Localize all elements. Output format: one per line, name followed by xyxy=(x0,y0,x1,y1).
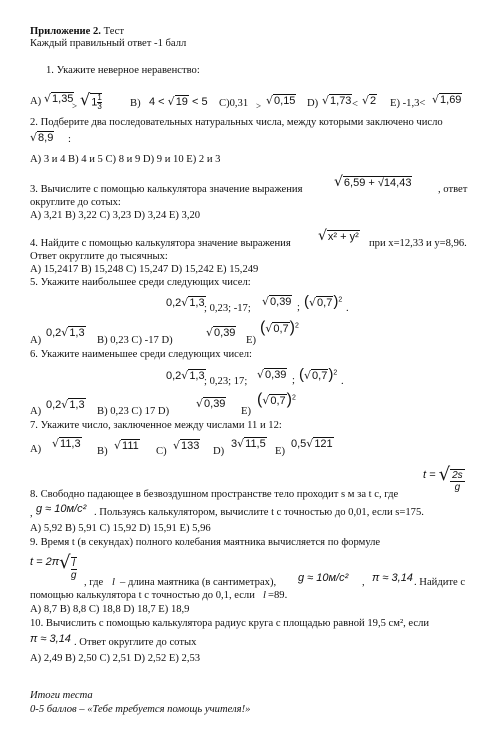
q6-answer-a-label: А) xyxy=(30,406,42,417)
q9-line2-l: l xyxy=(112,577,115,588)
q5-text: 5. Укажите наибольшее среди следующих чисел: xyxy=(30,277,251,288)
q1-answer-a: √1,35 xyxy=(44,92,74,105)
q8-formula: t = √ $\frac{2s}{g}$ xyxy=(423,464,463,493)
q5-answer-a: 0,2√1,3 xyxy=(46,326,85,339)
q5-e-root: 0,7 xyxy=(273,323,289,335)
q7-answer-e: 0,5√121 xyxy=(291,437,333,450)
q5-list-d-root: 0,7 xyxy=(317,297,333,309)
q9-line2-a: , где xyxy=(84,577,104,588)
q4-root: x² + y² xyxy=(327,231,359,243)
q2-answers: А) 3 и 4 В) 4 и 5 С) 8 и 9 D) 9 и 10 Е) 2 и 3 xyxy=(30,154,221,165)
q5-answer-a-label: А) xyxy=(30,335,42,346)
q5-list-a: 0,2 xyxy=(166,297,182,309)
q4-answers: А) 15,2417 В) 15,248 С) 15,247 D) 15,242 Е) 15,249 xyxy=(30,264,259,275)
q7-d-label: D) xyxy=(213,446,225,457)
q9-g-formula: g ≈ 10м/с² xyxy=(298,572,349,584)
q6-d-root: 0,39 xyxy=(204,398,226,410)
q9-line3-tail: =89. xyxy=(268,590,288,601)
q9-text: 9. Время t (в секундах) полного колебания маятника вычисляется по формуле xyxy=(30,537,381,548)
q5-e-pow: 2 xyxy=(294,322,299,330)
q9-answers: А) 8,7 В) 8,8 С) 18,8 D) 18,7 Е) 18,9 xyxy=(30,604,190,615)
q6-list-sep: ; xyxy=(292,375,295,386)
q7-text: 7. Укажите число, заключенное между числами 11 и 12: xyxy=(30,420,282,431)
q1-answer-b-label: В) xyxy=(130,98,141,109)
q2-text: 2. Подберите два последовательных натуральных числа, между которыми заключено число xyxy=(30,117,443,128)
q5-a-val: 0,2 xyxy=(46,327,62,339)
q6-list-d-root: 0,7 xyxy=(312,370,328,382)
q1-answer-e-label: Е) -1,3< xyxy=(390,98,426,109)
q1-d-root2: 2 xyxy=(370,95,377,107)
q10-text: 10. Вычислить с помощью калькулятора радиус круга с площадью равной 19,5 см², если xyxy=(30,618,430,629)
q9-line3-l: l xyxy=(263,590,266,601)
q5-list-end: . xyxy=(346,303,349,314)
q6-list-c: √0,39 xyxy=(257,368,287,381)
q6-e-root: 0,7 xyxy=(270,395,286,407)
q5-list-c: √0,39 xyxy=(262,295,292,308)
q8-den: g xyxy=(454,482,461,493)
q1-a-mixed: √1 $\frac{1}{3}$ xyxy=(80,90,102,111)
q8-lhs: t = xyxy=(423,469,436,481)
q6-list-c-root: 0,39 xyxy=(265,369,287,381)
q10-answers: А) 2,49 В) 2,50 С) 2,51 D) 2,52 Е) 2,53 xyxy=(30,653,201,664)
q3-tail: , ответ xyxy=(438,184,468,195)
q6-list-d: $(√0,7)^2$ xyxy=(299,366,338,383)
q9-den: g xyxy=(70,570,77,581)
q9-pi: π ≈ 3,14 xyxy=(372,572,413,584)
q9-formula-lhs: t = 2π xyxy=(30,556,60,568)
q1-d-root: 1,73 xyxy=(330,95,352,107)
q7-b-root: 111 xyxy=(122,440,139,452)
q10-line2: . Ответ округлите до сотых xyxy=(74,637,197,648)
q5-list-d-pow: 2 xyxy=(338,296,343,304)
q7-e-pre: 0,5 xyxy=(291,438,307,450)
results-title: Итоги теста xyxy=(30,690,93,701)
q6-e-pow: 2 xyxy=(291,394,296,402)
q2-colon: : xyxy=(68,134,71,145)
q6-a-val: 0,2 xyxy=(46,399,62,411)
q6-answer-e-label: Е) xyxy=(241,406,251,417)
q7-e-root: 121 xyxy=(314,438,333,450)
q8-text: 8. Свободно падающее в безвоздушном пространстве тело проходит s м за t с, где xyxy=(30,489,399,500)
q1-a-num: 1 xyxy=(97,93,102,102)
q5-answer-e-label: Е) xyxy=(246,335,256,346)
q1-b-pre: 4 < xyxy=(149,96,165,108)
q9-line2-b: – длина маятника (в сантиметрах), xyxy=(120,577,277,588)
q7-b-label: В) xyxy=(97,446,108,457)
q9-line3: помощью калькулятора t с точностью до 0,1, если xyxy=(30,590,255,601)
q1-a-den: 3 xyxy=(97,102,102,111)
q1-answer-b: 4 < √19 < 5 xyxy=(149,95,208,108)
q4-line2: Ответ округлите до тысячных: xyxy=(30,251,168,262)
q1-a-whole: 1 xyxy=(91,96,98,109)
q6-answer-d: √0,39 xyxy=(196,397,226,410)
q5-list: 0,2√1,3 xyxy=(166,296,205,309)
scoring-note: Каждый правильный ответ -1 балл xyxy=(30,38,187,49)
q6-list: 0,2√1,3 xyxy=(166,369,205,382)
q7-answer-b: √111 xyxy=(114,439,139,452)
q1-answer-d-label: D) xyxy=(307,98,319,109)
q3-root: 6,59 + √14,43 xyxy=(343,177,412,189)
q3-answers: А) 3,21 В) 3,22 С) 3,23 D) 3,24 Е) 3,20 xyxy=(30,210,201,221)
q9-comma: , xyxy=(362,577,365,588)
q8-g-lead: , xyxy=(30,508,33,519)
q5-d-root: 0,39 xyxy=(214,327,236,339)
q1-answer-c: √0,15 xyxy=(266,94,296,107)
q7-c-root: 133 xyxy=(181,440,200,452)
q6-answer-e: $(√0,7)^2$ xyxy=(257,391,296,408)
q7-answer-d: 3√11,5 xyxy=(231,437,266,450)
q5-answer-d: √0,39 xyxy=(206,326,236,339)
q9-num: l xyxy=(72,558,75,569)
q1-answer-a-label: А) xyxy=(30,96,42,107)
q8-answers: А) 5,92 В) 5,91 С) 15,92 D) 15,91 Е) 5,96 xyxy=(30,523,211,534)
q5-a-root: 1,3 xyxy=(69,327,85,339)
q6-list-end: . xyxy=(341,376,344,387)
q1-b-root: 19 xyxy=(175,96,188,108)
q1-c-op: > xyxy=(256,101,262,111)
q6-list-a-root: 1,3 xyxy=(189,370,205,382)
q3-line2: округлите до сотых: xyxy=(30,197,121,208)
q5-list-d: $(√0,7)^2$ xyxy=(304,293,343,310)
q6-list-mid: ; 0,23; 17; xyxy=(204,376,248,387)
results-line: 0-5 баллов – «Тебе требуется помощь учителя!» xyxy=(30,704,251,715)
q4-expression: √x² + y² xyxy=(318,228,359,244)
q1-d-op: < xyxy=(352,99,358,110)
q1-text: 1. Укажите неверное неравенство: xyxy=(46,65,200,76)
q4-text: 4. Найдите с помощью калькулятора значение выражения xyxy=(30,238,291,249)
page-title xyxy=(30,26,124,38)
q10-pi: π ≈ 3,14 xyxy=(30,633,71,645)
q5-answer-e: $(√0,7)^2$ xyxy=(260,319,299,336)
q5-list-c-root: 0,39 xyxy=(270,296,292,308)
q7-d-pre: 3 xyxy=(231,438,238,450)
q2-number: √8,9 xyxy=(30,131,54,144)
q1-c-root: 0,15 xyxy=(274,95,296,107)
q1-answer-c-label: С)0,31 xyxy=(219,98,249,109)
q7-answer-c: √133 xyxy=(173,439,200,452)
title-bold: Приложение 2. xyxy=(30,26,101,37)
q7-a-root: 11,3 xyxy=(60,438,81,450)
q5-list-sep: ; xyxy=(297,302,300,313)
q7-answer-a: √11,3 xyxy=(52,437,81,450)
q1-answer-e: √1,69 xyxy=(432,93,462,106)
q6-answers-bcd: В) 0,23 С) 17 D) xyxy=(97,406,170,417)
q3-text: 3. Вычислите с помощью калькулятора значение выражения xyxy=(30,184,303,195)
q6-a-root: 1,3 xyxy=(69,399,85,411)
q7-c-label: С) xyxy=(156,446,167,457)
q7-e-label: Е) xyxy=(275,446,285,457)
q3-expression: √6,59 + √14,43 xyxy=(334,174,412,190)
q4-tail: при x=12,33 и y=8,96. xyxy=(369,238,467,249)
q1-answer-d: √1,73 xyxy=(322,94,352,107)
q9-tail: . Найдите с xyxy=(414,577,466,588)
q8-g-formula: g ≈ 10м/с² xyxy=(36,503,87,515)
q1-b-tail: < 5 xyxy=(192,96,208,108)
q8-num: 2s xyxy=(452,470,463,481)
q6-text: 6. Укажите наименьшее среди следующих чисел: xyxy=(30,349,252,360)
q2-root: 8,9 xyxy=(38,132,54,144)
q1-e-root: 1,69 xyxy=(440,94,462,106)
q9-formula: t = 2π√ $\frac{l}{g}$ xyxy=(30,552,77,581)
q7-d-root: 11,5 xyxy=(245,438,266,450)
q6-list-a: 0,2 xyxy=(166,370,182,382)
q1-a-root: 1,35 xyxy=(52,93,74,105)
q6-list-d-pow: 2 xyxy=(333,369,338,377)
q8-line2: . Пользуясь калькулятором, вычислите t с точностью до 0,01, если s=175. xyxy=(94,507,424,518)
q1-a-op: > xyxy=(72,101,78,111)
q5-list-mid: ; 0,23; -17; xyxy=(204,303,251,314)
q1-d-root2-wrap: √2 xyxy=(362,94,377,107)
q6-answer-a: 0,2√1,3 xyxy=(46,398,85,411)
q7-a-label: А) xyxy=(30,444,42,455)
q5-answers-bcd: В) 0,23 С) -17 D) xyxy=(97,335,173,346)
title-rest: Тест xyxy=(103,26,124,37)
q5-list-a-root: 1,3 xyxy=(189,297,205,309)
